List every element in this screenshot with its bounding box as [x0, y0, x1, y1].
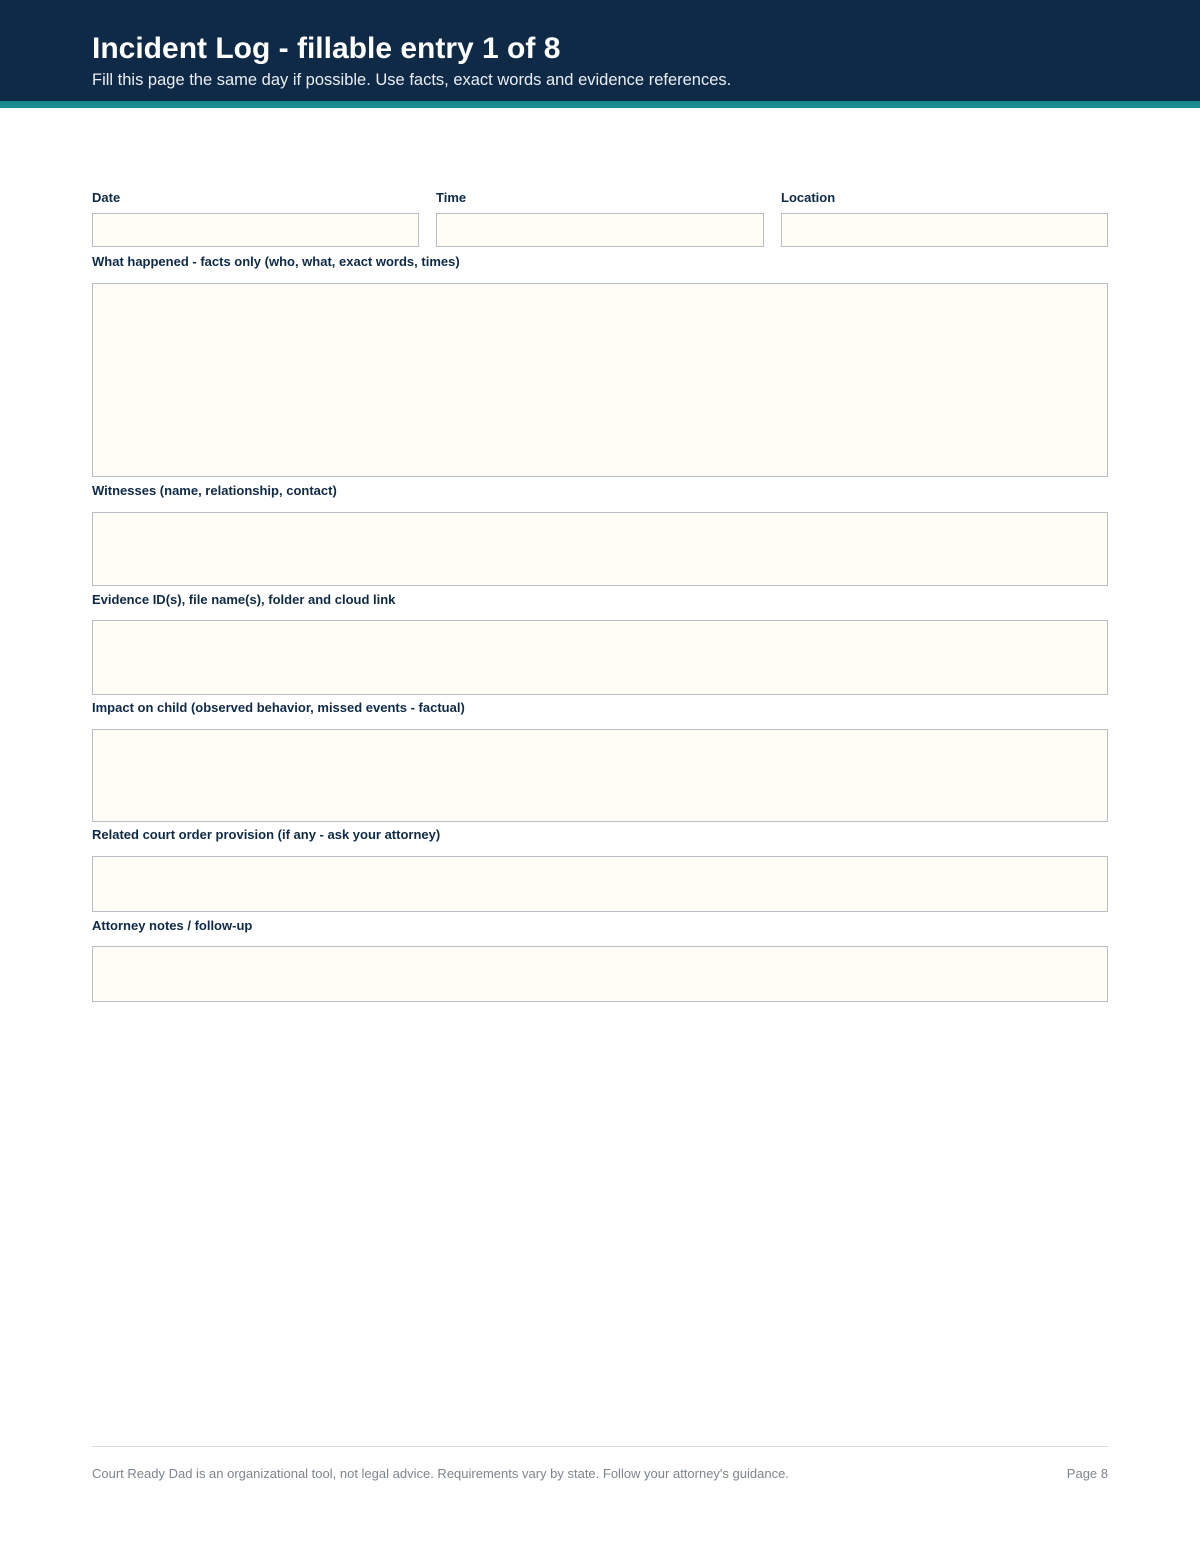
evidence-label: Evidence ID(s), file name(s), folder and cloud link [92, 592, 396, 607]
court-order-label: Related court order provision (if any - ask your attorney) [92, 827, 441, 842]
time-label: Time [436, 190, 467, 205]
evidence-field[interactable] [92, 620, 1108, 695]
what-happened-field[interactable] [92, 283, 1108, 477]
what-happened-label: What happened - facts only (who, what, exact words, times) [92, 254, 460, 269]
witnesses-label: Witnesses (name, relationship, contact) [92, 483, 337, 498]
footer-disclaimer: Court Ready Dad is an organizational tool, not legal advice. Requirements vary by state. Follow your attorney's guidance. [92, 1466, 789, 1481]
page-number: Page 8 [1066, 1466, 1108, 1481]
time-field[interactable] [436, 213, 764, 247]
date-label: Date [92, 190, 121, 205]
attorney-notes-label: Attorney notes / follow-up [92, 918, 253, 933]
page-title: Incident Log - fillable entry 1 of 8 [92, 32, 561, 65]
attorney-notes-field[interactable] [92, 946, 1108, 1002]
impact-label: Impact on child (observed behavior, missed events - factual) [92, 700, 465, 715]
footer-divider [92, 1446, 1108, 1447]
date-field[interactable] [92, 213, 419, 247]
location-label: Location [781, 190, 836, 205]
court-order-field[interactable] [92, 856, 1108, 912]
location-field[interactable] [781, 213, 1108, 247]
page-header [0, 0, 1200, 101]
impact-field[interactable] [92, 729, 1108, 822]
header-accent-bar [0, 101, 1200, 108]
witnesses-field[interactable] [92, 512, 1108, 586]
page-subtitle: Fill this page the same day if possible. Use facts, exact words and evidence references. [92, 71, 732, 89]
